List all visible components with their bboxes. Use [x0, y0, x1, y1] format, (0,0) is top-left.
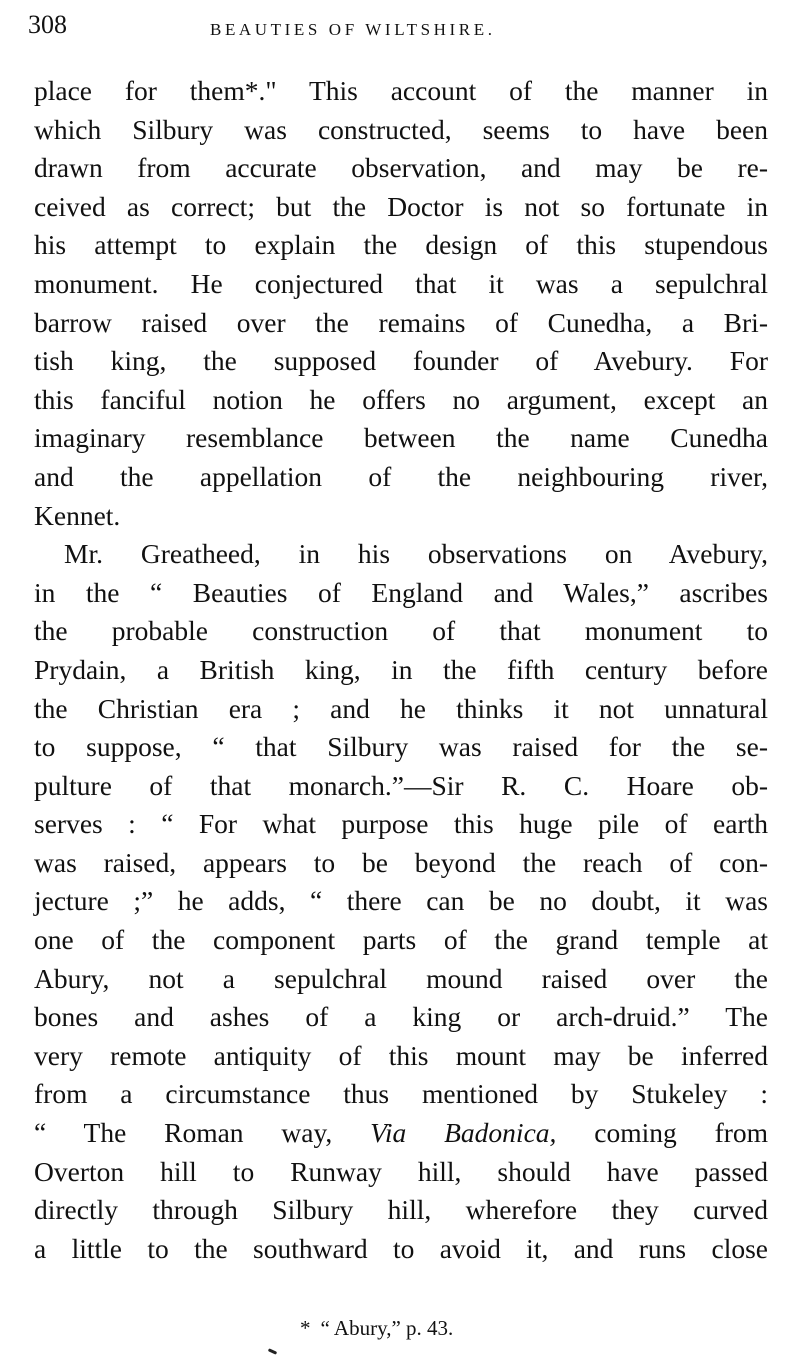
text-line: in the “ Beauties of England and Wales,” ascribes	[34, 576, 768, 608]
text-line: very remote antiquity of this mount may be inferred	[34, 1039, 768, 1071]
page-number: 308	[28, 10, 67, 39]
text-segment: “ The Roman way,	[34, 1117, 333, 1149]
page-header	[28, 6, 768, 46]
text-segment: coming from	[594, 1117, 769, 1149]
text-line: the Christian era ; and he thinks it not unnatural	[34, 692, 768, 724]
text-line: serves : “ For what purpose this huge pile of earth	[34, 808, 768, 840]
paragraph-start-line: Mr. Greatheed, in his observations on Avebury,	[64, 538, 768, 570]
text-line: place for them*." This account of the manner in	[34, 75, 768, 106]
print-blemish	[268, 1348, 277, 1355]
text-line: one of the component parts of the grand temple at	[34, 924, 768, 956]
text-line: a little to the southward to avoid it, and runs close	[34, 1232, 768, 1264]
text-line: Abury, not a sepulchral mound raised over the	[34, 962, 768, 994]
footnote	[300, 1316, 453, 1341]
text-line: bones and ashes of a king or arch-druid.” The	[34, 1001, 768, 1033]
text-line: Overton hill to Runway hill, should have passed	[34, 1155, 768, 1187]
paragraph-end-line: Kennet.	[34, 499, 121, 531]
text-line: his attempt to explain the design of this stupendous	[34, 229, 768, 261]
text-line: ceived as correct; but the Doctor is not so fortunate in	[34, 190, 768, 222]
body-text	[34, 72, 768, 1268]
text-line: from a circumstance thus mentioned by Stukeley :	[34, 1078, 768, 1110]
text-line: tish king, the supposed founder of Avebury. For	[34, 345, 768, 377]
text-line: jecture ;” he adds, “ there can be no doubt, it was	[34, 885, 768, 917]
text-line: monument. He conjectured that it was a sepulchral	[34, 267, 768, 299]
text-line: directly through Silbury hill, wherefore they curved	[34, 1194, 768, 1226]
text-line: was raised, appears to be beyond the reach of con-	[34, 846, 768, 878]
text-line: and the appellation of the neighbouring river,	[34, 460, 768, 492]
italic-title: Via Badonica,	[370, 1117, 557, 1149]
text-line: pulture of that monarch.”—Sir R. C. Hoare ob-	[34, 769, 768, 801]
text-line: Prydain, a British king, in the fifth century before	[34, 653, 768, 685]
text-line: which Silbury was constructed, seems to have been	[34, 113, 768, 145]
text-line-with-italic	[34, 1114, 768, 1153]
text-line: barrow raised over the remains of Cunedha, a Bri-	[34, 306, 768, 338]
text-line: this fanciful notion he offers no argument, except an	[34, 383, 768, 415]
text-line: imaginary resemblance between the name Cunedha	[34, 422, 768, 454]
text-line: to suppose, “ that Silbury was raised for the se-	[34, 731, 768, 763]
footnote-marker: *	[300, 1316, 311, 1340]
footnote-text: “ Abury,” p. 43.	[320, 1316, 454, 1340]
running-head: BEAUTIES OF WILTSHIRE.	[210, 20, 496, 39]
text-line: the probable construction of that monument to	[34, 615, 768, 647]
text-line: drawn from accurate observation, and may be re-	[34, 152, 768, 184]
